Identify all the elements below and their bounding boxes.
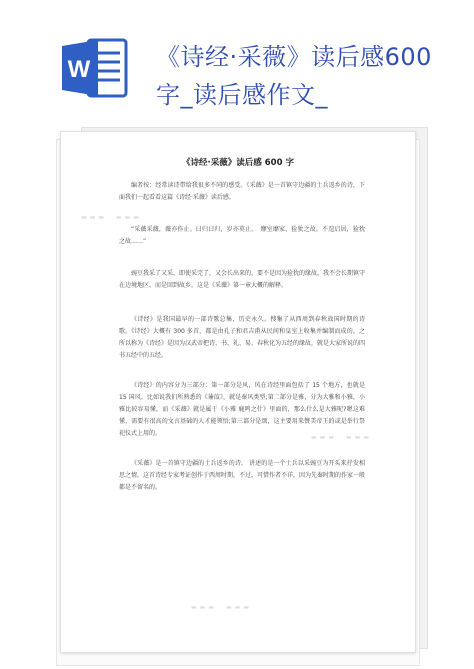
page-title-line-2: 字_读后感作文_: [156, 81, 328, 109]
page-title: [156, 38, 456, 114]
document-page: [60, 131, 416, 653]
paragraph-intro: 编者按：经常读诗带给我很多不同的感受。《采薇》是一首镇守边疆的士兵返乡的诗，下面我们一起看看这篇《诗经·采薇》读后感。: [119, 182, 365, 201]
paragraph-quote: “采薇采薇，薇亦作止。曰归曰归，岁亦莫止。 靡室靡家，猃狁之故。不遑启居，猃狁之故……”: [119, 226, 365, 245]
watermark: ▬▬▬ ▬▬▬: [81, 214, 143, 221]
document-title: 《诗经·采薇》读后感 600 字: [182, 158, 294, 168]
page-title-line-1: 《诗经·采薇》读后感600: [156, 43, 432, 71]
paragraph-explanation: 豌豆我采了又采，即使采完了，又会长出来的，要不是因为猃狁的缘故，我不会长期镇守在边境地区，而是回到故乡。这是《采薇》第一章大概的解释。: [119, 270, 366, 289]
word-logo-letter: W: [67, 56, 91, 83]
watermark: ▬▬▬ ▬▬▬: [191, 604, 253, 611]
paragraph-caiwei: 《采薇》是一首镇守边疆的士兵返乡的诗。 讲述的是一个士兵以采豌豆为开头来抒发相思之情。这首诗经专家考证创作于西周时期，不过，可惜作者不详，因为先秦时期的作家一般都是不留名的。: [119, 460, 366, 491]
paragraph-shijing-history: 《诗经》是我国最早的一部诗歌总集，历史永久。搜集了从西周到春秋战国时期的诗歌。《诗经》大概有 300 多首，都是由孔子和君吉甫从民间和皇室上收集并编制而成的。之所以称为《诗经》是因为汉武帝把诗、书、礼、易、春秋化为五经的缘故，就是大家所说的四书五经中的五经。: [119, 316, 366, 359]
word-document-icon: [62, 36, 128, 100]
paragraph-shijing-content: 《诗经》的内容分为三部分：第一部分是风，风在诗经里面包括了 15 个地方，也就是 15 国风。比如说我们所熟悉的《蒹葭》，就是秦风类型;第二部分是雅，分为大雅和小雅，小雅比较容易懂，而《采薇》就是属于《小雅 鹿鸣之什》里面的，那么什么是大雅呢?嗯这难懂，需要有很高的文言基础的人才能领悟;第三部分是颂，这主要用来赞美帝王的或是举行祭祀仪式上用的。: [119, 382, 365, 437]
watermark: ▬▬▬ ▬▬▬: [311, 434, 373, 441]
